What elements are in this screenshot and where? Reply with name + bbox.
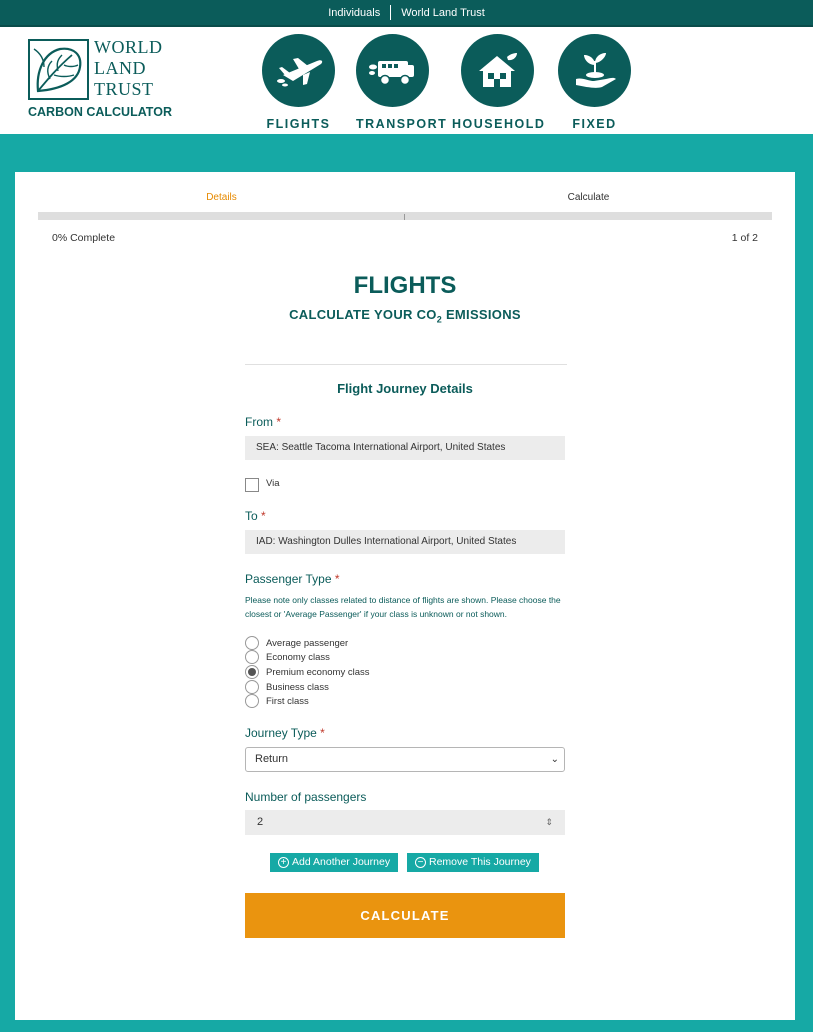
add-journey-button[interactable] bbox=[270, 853, 398, 872]
add-journey-label: Add Another Journey bbox=[292, 856, 391, 868]
logo-line-land: LAND bbox=[94, 58, 146, 78]
logo[interactable] bbox=[28, 39, 188, 124]
from-label bbox=[245, 415, 281, 429]
calculate-button[interactable]: CALCULATE bbox=[245, 893, 565, 938]
radio-label: Average passenger bbox=[266, 637, 349, 649]
airplane-icon bbox=[262, 34, 335, 107]
leaf-logo-icon bbox=[28, 39, 89, 100]
logo-line-world: WORLD bbox=[94, 37, 163, 57]
passenger-note: Please note only classes related to distance of flights are shown. Please choose the closest or 'Average Passenger' if your class is unknown or not shown. bbox=[245, 595, 561, 619]
radio-button[interactable] bbox=[245, 636, 259, 650]
subtitle-post: EMISSIONS bbox=[442, 307, 521, 322]
radio-economy-class[interactable] bbox=[245, 650, 330, 664]
nav-fixed-label: FIXED bbox=[572, 117, 617, 131]
required-mark: * bbox=[261, 509, 266, 523]
from-input[interactable]: SEA: Seattle Tacoma International Airport, United States bbox=[245, 436, 565, 460]
top-bar bbox=[0, 0, 813, 27]
nav-flights-label: FLIGHTS bbox=[266, 117, 331, 131]
progress-bar bbox=[38, 212, 772, 220]
remove-journey-label: Remove This Journey bbox=[429, 856, 531, 868]
remove-journey-button[interactable] bbox=[407, 853, 539, 872]
page-count: 1 of 2 bbox=[731, 232, 758, 244]
via-checkbox[interactable] bbox=[245, 478, 259, 492]
radio-button-selected[interactable] bbox=[245, 665, 259, 679]
calculator-card bbox=[15, 172, 795, 1020]
flight-form bbox=[245, 364, 565, 923]
world-land-trust-link[interactable]: World Land Trust bbox=[401, 6, 485, 19]
step-calculate[interactable]: Calculate bbox=[567, 192, 610, 203]
radio-button[interactable] bbox=[245, 694, 259, 708]
page-title: FLIGHTS bbox=[353, 272, 457, 299]
individuals-link[interactable]: Individuals bbox=[328, 6, 381, 19]
nav-transport[interactable] bbox=[356, 34, 448, 131]
nav-flights[interactable] bbox=[262, 34, 335, 131]
radio-first-class[interactable] bbox=[245, 694, 309, 708]
logo-line-trust: TRUST bbox=[94, 79, 154, 99]
radio-label: Business class bbox=[266, 681, 329, 693]
radio-premium-economy-class[interactable] bbox=[245, 665, 369, 679]
radio-button[interactable] bbox=[245, 680, 259, 694]
radio-label: Economy class bbox=[266, 651, 330, 663]
plus-circle-icon: + bbox=[278, 857, 289, 868]
nav-transport-label: TRANSPORT bbox=[356, 117, 448, 131]
section-title: Flight Journey Details bbox=[337, 381, 473, 396]
journey-type-label bbox=[245, 726, 325, 740]
logo-subtitle: CARBON CALCULATOR bbox=[28, 105, 172, 119]
journey-type-value: Return bbox=[255, 753, 289, 765]
subtitle-pre: CALCULATE YOUR CO bbox=[289, 307, 437, 322]
nav-fixed[interactable] bbox=[558, 34, 631, 131]
plant-hand-icon bbox=[558, 34, 631, 107]
progress-divider bbox=[404, 214, 405, 220]
logo-wordmark bbox=[94, 37, 163, 100]
stepper-icon[interactable]: ⇕ bbox=[545, 817, 553, 827]
header bbox=[0, 27, 813, 134]
passengers-label: Number of passengers bbox=[245, 790, 367, 804]
house-icon bbox=[461, 34, 534, 107]
from-label-text: From bbox=[245, 415, 273, 429]
journey-type-select[interactable] bbox=[245, 747, 565, 772]
required-mark: * bbox=[276, 415, 282, 429]
radio-average-passenger[interactable] bbox=[245, 636, 348, 650]
progress-text: 0% Complete bbox=[52, 232, 116, 244]
page-subtitle bbox=[15, 307, 795, 325]
nav-household-label: HOUSEHOLD bbox=[452, 117, 546, 131]
to-label-text: To bbox=[245, 509, 258, 523]
minus-circle-icon: − bbox=[415, 857, 426, 868]
chevron-down-icon: ⌄ bbox=[550, 754, 559, 765]
radio-button[interactable] bbox=[245, 650, 259, 664]
step-details[interactable]: Details bbox=[206, 192, 237, 203]
passengers-value: 2 bbox=[257, 816, 264, 828]
required-mark: * bbox=[320, 726, 325, 740]
passenger-type-label bbox=[245, 572, 340, 586]
truck-icon bbox=[356, 34, 429, 107]
passenger-type-label-text: Passenger Type bbox=[245, 572, 332, 586]
nav-household[interactable] bbox=[452, 34, 546, 131]
via-label: Via bbox=[266, 478, 280, 489]
passengers-input[interactable] bbox=[245, 810, 565, 835]
to-label bbox=[245, 509, 266, 523]
required-mark: * bbox=[334, 572, 340, 586]
subtitle-sub: 2 bbox=[436, 314, 443, 325]
to-input[interactable]: IAD: Washington Dulles International Airport, United States bbox=[245, 530, 565, 554]
radio-label: First class bbox=[266, 695, 309, 707]
journey-type-label-text: Journey Type bbox=[245, 726, 317, 740]
radio-label: Premium economy class bbox=[266, 666, 370, 678]
form-divider bbox=[245, 364, 567, 365]
radio-business-class[interactable] bbox=[245, 680, 329, 694]
